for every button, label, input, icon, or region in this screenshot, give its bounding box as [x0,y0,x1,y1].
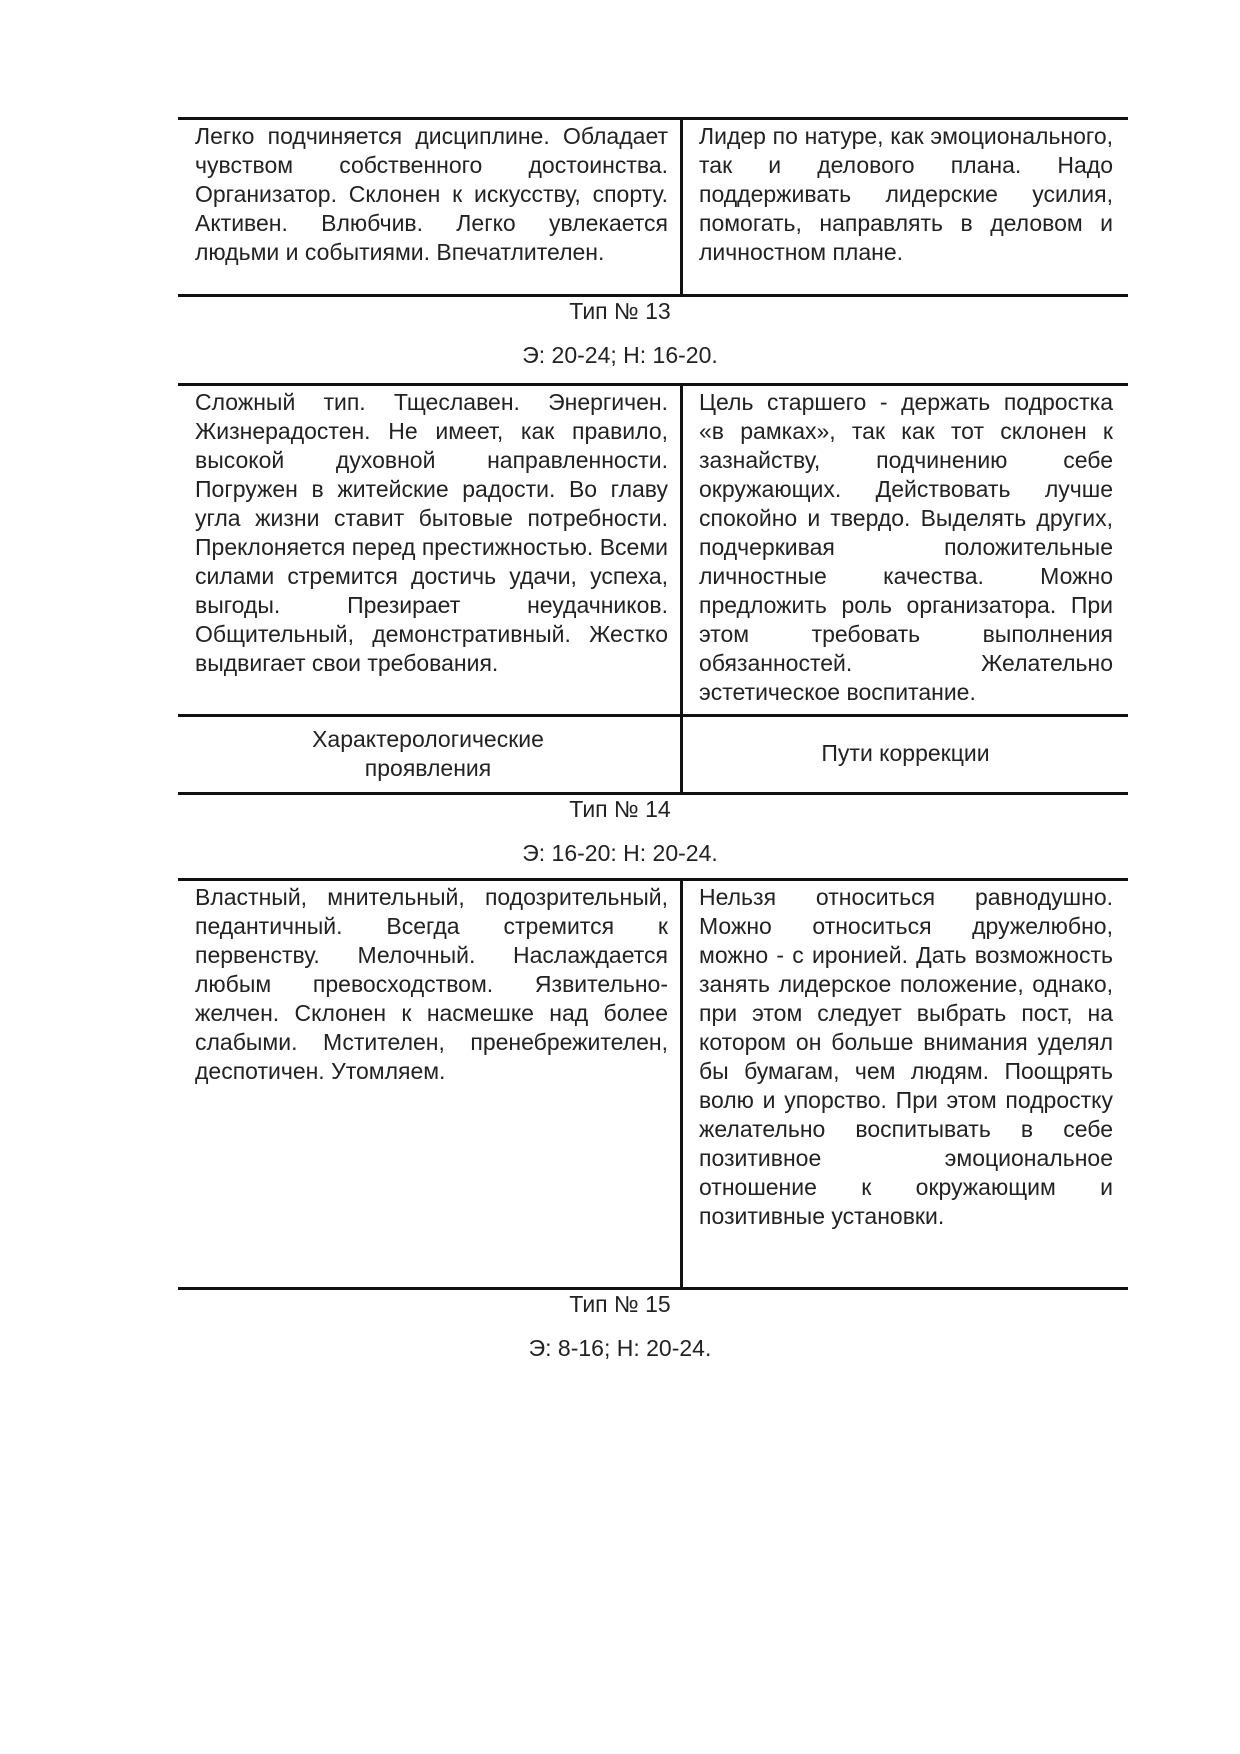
correction-cell: Цель старшего - держать подростка «в рамках», так как тот склонен к зазнайству, подчинению себе окружающих. Действовать лучше спокойно и твердо. Выделять других, подчеркивая положительные личностные качества. Можно предложить роль организатора. При этом требовать выполнения обязанностей. Желательно эстетическое воспитание. [699,389,1113,705]
table-column-divider [680,878,683,1287]
table-rule-top [178,117,1128,120]
table-column-divider [680,383,683,792]
type-14-title: Тип № 14 [569,796,671,822]
type-14-scores: Э: 16-20: Н: 20-24. [522,840,718,866]
correction-cell: Лидер по натуре, как эмоционального, так и делового плана. Надо поддерживать лидерские усилия, помогать, направлять в деловом и личностном плане. [699,123,1113,265]
table-rule-top [178,383,1128,386]
table-type-12 [178,117,1128,297]
header-characteristics: Характерологические проявления [312,726,544,781]
characteristics-cell: Властный, мнительный, подозрительный, педантичный. Всегда стремится к первенству. Мелочный. Наслаждается любым превосходством. Язвительно-желчен. Склонен к насмешке над более слабыми. Мстителен, пренебрежителен, деспотичен. Утомляем. [195,884,668,1084]
table-rule-middle [178,714,1128,717]
header-correction: Пути коррекции [821,740,990,766]
characteristics-cell: Сложный тип. Тщеславен. Энергичен. Жизнерадостен. Не имеет, как правило, высокой духовной направленности. Погружен в житейские радости. Во главу угла жизни ставит бытовые потребности. Преклоняется перед престижностью. Всеми силами стремится достичь удачи, успеха, выгоды. Презирает неудачников. Общительный, демонстративный. Жестко выдвигает свои требования. [195,389,668,676]
table-column-divider [680,117,683,294]
characteristics-cell: Легко подчиняется дисциплине. Обладает чувством собственного достоинства. Организатор. Склонен к искусству, спорту. Активен. Влюбчив. Легко увлекается людьми и событиями. Впечатлителен. [195,123,668,265]
table-rule-top [178,878,1128,881]
type-15-scores: Э: 8-16; Н: 20-24. [528,1335,712,1361]
type-13-title: Тип № 13 [569,298,671,324]
correction-cell: Нельзя относиться равнодушно. Можно относиться дружелюбно, можно - с иронией. Дать возможность занять лидерское положение, однако, при этом следует выбрать пост, на котором он больше внимания уделял бы бумагам, чем людям. Поощрять волю и упорство. При этом подростку желательно воспитывать в себе позитивное эмоциональное отношение к окружающим и позитивные установки. [699,884,1113,1229]
type-15-title: Тип № 15 [569,1291,671,1317]
table-type-13 [178,383,1128,795]
table-type-14 [178,878,1128,1290]
type-13-scores: Э: 20-24; Н: 16-20. [522,342,718,368]
